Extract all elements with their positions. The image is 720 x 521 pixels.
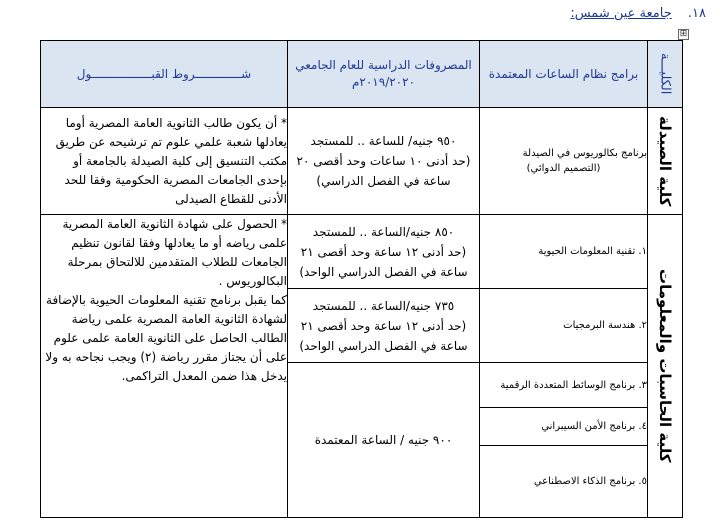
header-fees: المصروفات الدراسية للعام الجامعي ٢٠١٩/٢٠٢٠م: [288, 41, 480, 108]
faculty-pharmacy: كلية الصيدلة: [648, 108, 683, 215]
fees-shared: ٩٠٠ جنيه / الساعة المعتمدة: [288, 363, 480, 518]
faculty-computing: كلية الحاسبات والمعلومات: [648, 215, 683, 518]
program-cybersecurity: ٤. برنامج الأمن السيبراني: [480, 408, 648, 446]
header-conditions: شـــــــــــــروط القبـــــــــــــــــول: [41, 41, 288, 108]
program-software-engineering: ٢. هندسة البرمجيات: [480, 289, 648, 363]
program-bioinformatics: ١. تقنية المعلومات الحيوية: [480, 215, 648, 289]
program-multimedia: ٣. برنامج الوسائط المتعددة الرقمية: [480, 363, 648, 408]
programs-table: [40, 40, 683, 518]
conditions-pharmacy: * أن يكون طالب الثانوية العامة المصرية أوما يعادلها شعبة علمي علوم تم ترشيحه عن طريق مكتب التنسيق إلى كلية الصيدلة بالجامعة أو بإحدى الجامعات المصرية الحكومية وفقا للحد الأدنى للقطاع الصيدلى: [41, 108, 288, 215]
fees-software-engineering: ٧٣٥ جنيه/الساعة .. للمستجد (حد أدنى ١٢ ساعة وحد أقصى ٢١ ساعة في الفصل الدراسي الواحد): [288, 289, 480, 363]
program-ai: ٥. برنامج الذكاء الاصطناعي: [480, 446, 648, 518]
table-row-bioinformatics: [41, 215, 683, 289]
section-number: ١٨.: [687, 6, 706, 21]
university-name: جامعة عين شمس:: [570, 6, 672, 21]
program-pharmacy: برنامج بكالوريوس في الصيدلة (التصميم الدوائي): [480, 108, 648, 215]
conditions-computing: * الحصول على شهادة الثانوية العامة المصرية علمى رياضه أو ما يعادلها وفقا لقانون تنظيم الجامعات للطلاب المتقدمين للالتحاق بمرحلة البكالوريوس . كما يقبل برنامج تقنية المعلومات الحيوية بالإضافة لشهادة الثانوية العامة المصرية علمى رياضة الطالب الحاصل على الثانوية العامة علمى علوم على أن يجتاز مقرر رياضة (٢) ويجب نجاحه به ولا يدخل هذا ضمن المعدل التراكمى.: [41, 215, 288, 518]
header-faculty: الكليـــة: [648, 41, 683, 108]
table-header-row: [41, 41, 683, 108]
header-program: برامج نظام الساعات المعتمدة: [480, 41, 648, 108]
table-row-pharmacy: [41, 108, 683, 215]
section-heading: [570, 6, 706, 21]
fees-pharmacy: ٩٥٠ جنيه/ للساعة .. للمستجد (حد أدنى ١٠ ساعات وحد أقصى ٢٠ ساعة في الفصل الدراسي): [288, 108, 480, 215]
fees-bioinformatics: ٨٥٠ جنيه/الساعة .. للمستجد (حد أدنى ١٢ ساعة وحد أقصى ٢١ ساعة في الفصل الدراسي الواحد): [288, 215, 480, 289]
table-move-handle-icon[interactable]: ⊞: [679, 29, 688, 39]
